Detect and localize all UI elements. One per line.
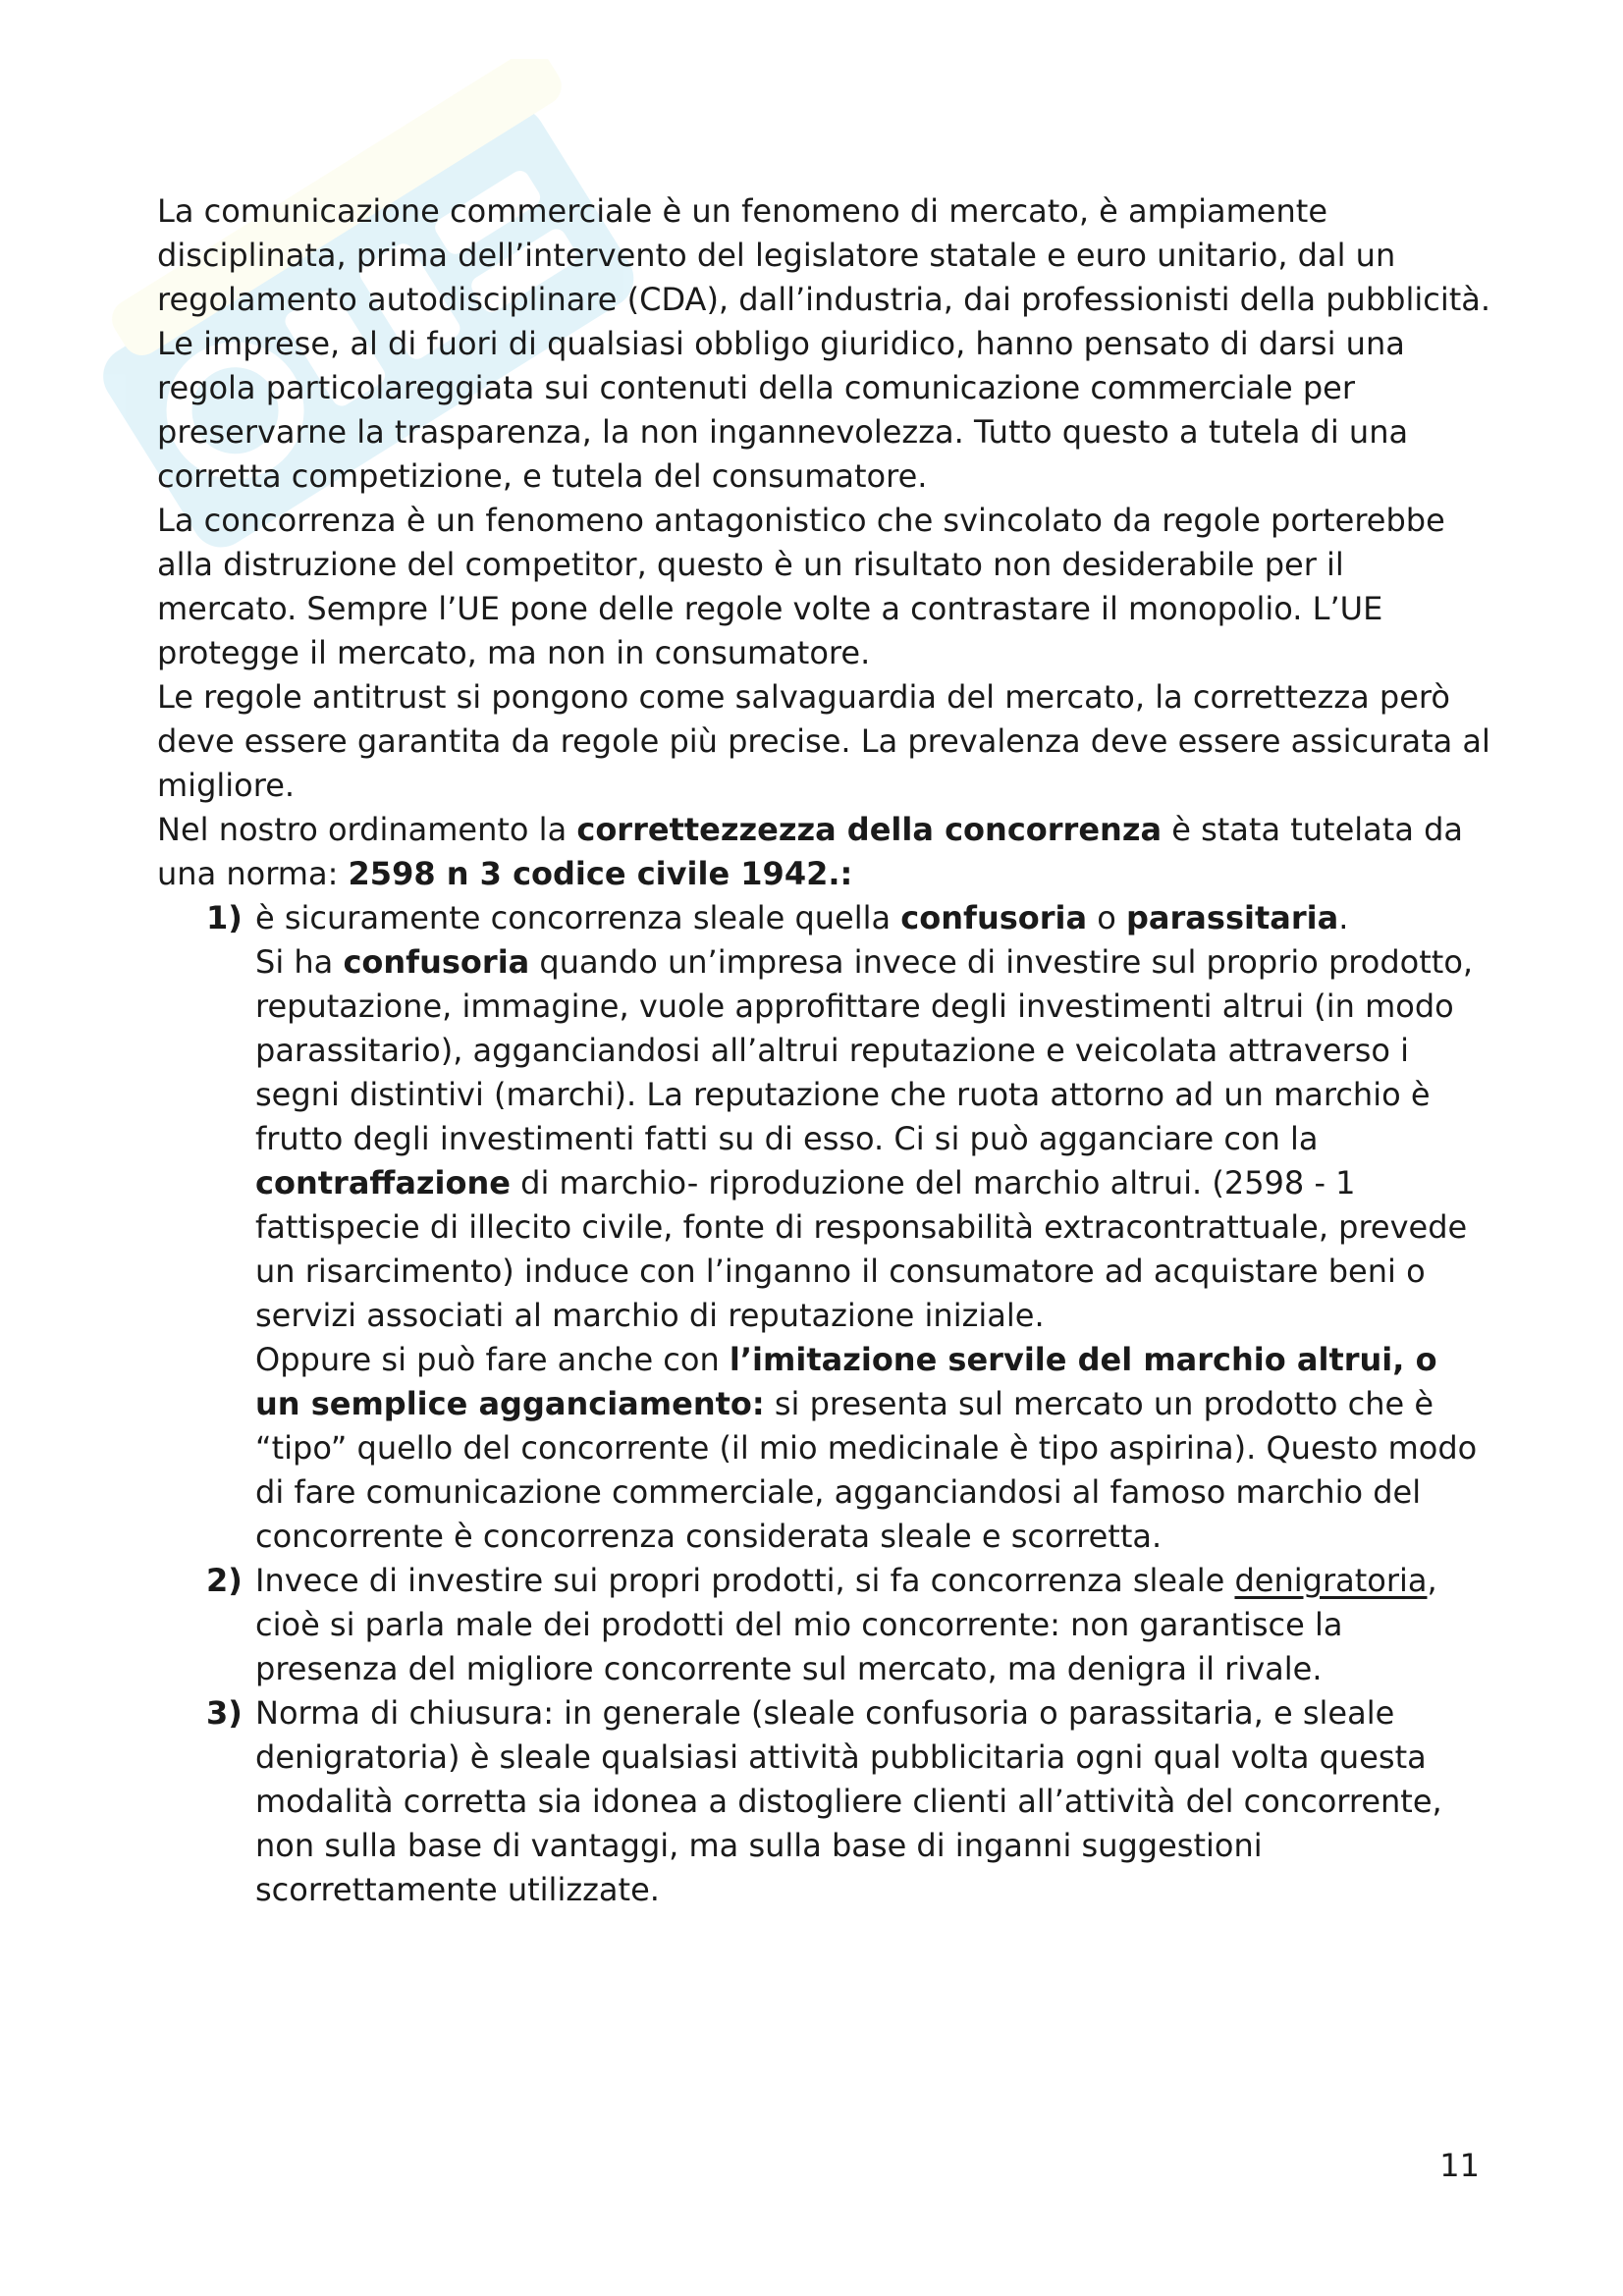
text-run: di marchio- riproduzione del marchio altrui. (2598 - 1 fattispecie di illecito civile, fonte di responsabilità extracontrattuale, prevede un risarcimento) induce con l’inganno il consumatore ad acquistare beni o servizi associati al marchio di reputazione iniziale. <box>255 1164 1468 1334</box>
list-item-text <box>255 1338 1492 1559</box>
list-item <box>157 1559 1492 1691</box>
list-item-text <box>255 1559 1492 1691</box>
paragraph <box>157 808 1492 896</box>
page-number: 11 <box>1439 2147 1480 2184</box>
list-item-text: Norma di chiusura: in generale (sleale confusoria o parassitaria, e sleale denigratoria) è sleale qualsiasi attività pubblicitaria ogni qual volta questa modalità corretta sia idonea a distogliere clienti all’attività del concorrente, non sulla base di vantaggi, ma sulla base di inganni suggestioni scorrettamente utilizzate. <box>255 1694 1442 1908</box>
bold-term: confusoria <box>343 943 530 981</box>
bold-term: 2598 n 3 codice civile 1942.: <box>348 855 853 892</box>
underlined-term: denigratoria <box>1234 1562 1428 1599</box>
list-item <box>157 1691 1492 1912</box>
bold-term: contraffazione <box>255 1164 511 1201</box>
text-run: è stata tutelata da una norma: <box>157 811 1464 892</box>
text-run: Si ha <box>255 943 344 981</box>
text-run: . <box>1338 899 1349 936</box>
text-run: Oppure si può fare anche con <box>255 1341 730 1378</box>
numbered-list <box>157 896 1492 1912</box>
list-number: 3) <box>206 1694 243 1732</box>
paragraph: Le imprese, al di fuori di qualsiasi obbligo giuridico, hanno pensato di darsi una regola particolareggiata sui contenuti della comunicazione commerciale per preservarne la trasparenza, la non ingannevolezza. Tutto questo a tutela di una corretta competizione, e tutela del consumatore. <box>157 325 1409 495</box>
text-run: Nel nostro ordinamento la <box>157 811 577 848</box>
text-run: è sicuramente concorrenza sleale quella <box>255 899 901 936</box>
list-item-text <box>255 940 1492 1338</box>
text-run: si presenta sul mercato un prodotto che è “tipo” quello del concorrente (il mio medicinale è tipo aspirina). Questo modo di fare comunicazione commerciale, agganciandosi al famoso marchio del concorrente è concorrenza considerata sleale e scorretta. <box>255 1385 1478 1555</box>
text-run: Invece di investire sui propri prodotti, si fa concorrenza sleale <box>255 1562 1235 1599</box>
text-run: , cioè si parla male dei prodotti del mio concorrente: non garantisce la presenza del migliore concorrente sul mercato, ma denigra il rivale. <box>255 1562 1437 1687</box>
list-item-text <box>255 896 1492 940</box>
list-item <box>157 896 1492 1559</box>
document-body <box>157 189 1492 1912</box>
paragraph: La comunicazione commerciale è un fenomeno di mercato, è ampiamente disciplinata, prima dell’intervento del legislatore statale e euro unitario, dal un regolamento autodisciplinare (CDA), dall’industria, dai professionisti della pubblicità. <box>157 192 1491 318</box>
list-number: 1) <box>206 899 243 936</box>
text-run: quando un’impresa invece di investire sul proprio prodotto, reputazione, immagine, vuole approfittare degli investimenti altrui (in modo parassitario), agganciandosi all’altrui reputazione e veicolata attraverso i segni distintivi (marchi). La reputazione che ruota attorno ad un marchio è frutto degli investimenti fatti su di esso. Ci si può agganciare con la <box>255 943 1474 1157</box>
text-run: o <box>1087 899 1127 936</box>
bold-term: correttezzezza della concorrenza <box>576 811 1163 848</box>
paragraph: Le regole antitrust si pongono come salvaguardia del mercato, la correttezza però deve essere garantita da regole più precise. La prevalenza deve essere assicurata al migliore. <box>157 678 1490 804</box>
bold-term: confusoria <box>900 899 1088 936</box>
paragraph: La concorrenza è un fenomeno antagonistico che svincolato da regole porterebbe alla distruzione del competitor, questo è un risultato non desiderabile per il mercato. Sempre l’UE pone delle regole volte a contrastare il monopolio. L’UE protegge il mercato, ma non in consumatore. <box>157 502 1445 671</box>
list-number: 2) <box>206 1562 243 1599</box>
bold-term: parassitaria <box>1126 899 1339 936</box>
bold-term: l’imitazione servile del marchio altrui, o un semplice agganciamento: <box>255 1341 1437 1422</box>
